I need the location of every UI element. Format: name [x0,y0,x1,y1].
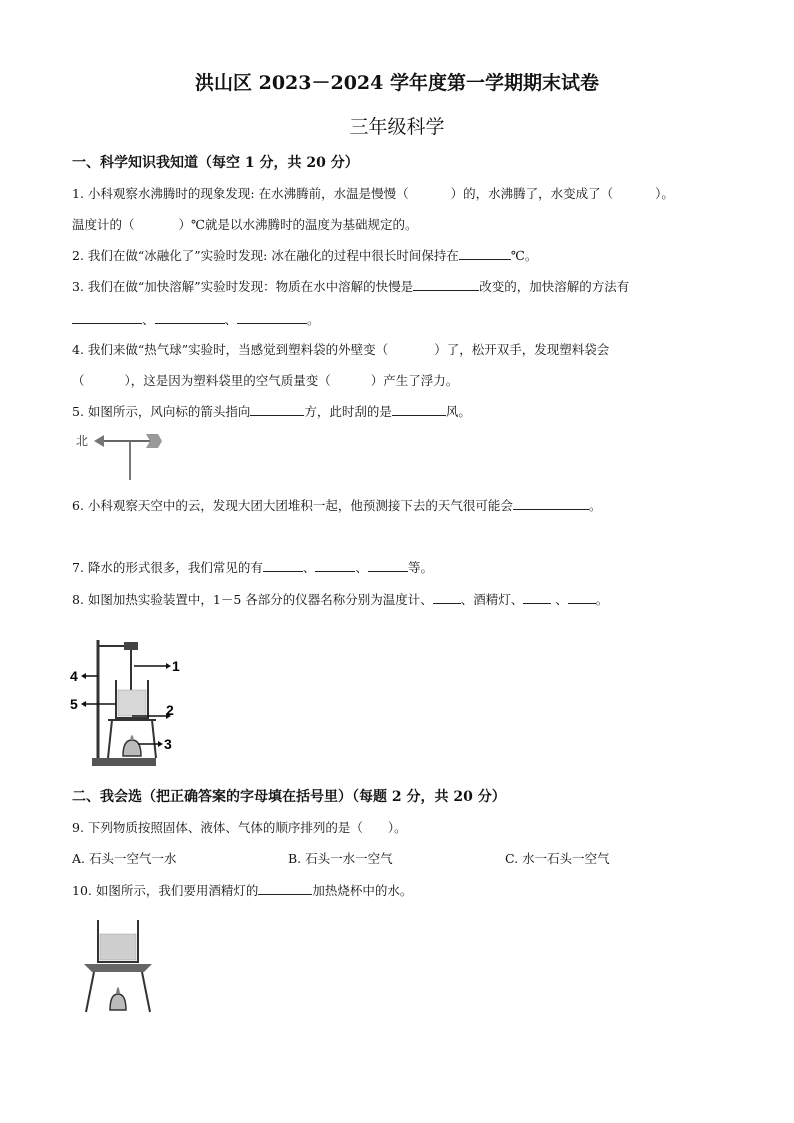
question-5: 5. 如图所示，风向标的箭头指向 方，此时刮的是 风。 [72,404,471,419]
question-9-option-a[interactable]: A. 石头一空气一水 [72,851,177,866]
answer-blank[interactable] [258,882,312,895]
question-10: 10. 如图所示，我们要用酒精灯的 加热烧杯中的水。 [72,883,413,898]
section-2-heading: 二、我会选（把正确答案的字母填在括号里）（每题 2 分，共 20 分） [72,789,506,805]
question-9-stem: 9. 下列物质按照固体、液体、气体的顺序排列的是（ ）。 [72,820,407,835]
apparatus-label-5: 5 [70,696,78,712]
answer-blank[interactable] [523,591,551,604]
question-4-line-1: 4. 我们来做“热气球”实验时，当感觉到塑料袋的外壁变（ ）了，松开双手，发现塑料袋会 [72,342,610,357]
answer-blank[interactable] [72,311,142,324]
answer-blank[interactable] [413,278,479,291]
heating-apparatus-figure [68,636,188,772]
apparatus-label-2: 2 [166,702,174,718]
apparatus-label-4: 4 [70,668,78,684]
answer-blank[interactable] [568,591,596,604]
question-6: 6. 小科观察天空中的云，发现大团大团堆积一起，他预测接下去的天气很可能会 。 [72,498,602,513]
wind-vane-north-label: 北 [76,434,89,448]
answer-blank[interactable] [392,403,446,416]
exam-title: 洪山区 2023－2024 学年度第一学期期末试卷 [195,72,599,94]
beaker-heating-figure [74,912,164,1022]
question-2: 2. 我们在做“冰融化了”实验时发现: 冰在融化的过程中很长时间保持在 ℃。 [72,248,538,263]
answer-blank[interactable] [263,559,303,572]
answer-blank[interactable] [433,591,461,604]
question-3-line-2: 、 、 。 [72,310,320,328]
question-8: 8. 如图加热实验装置中，1－5 各部分的仪器名称分别为温度计、 、酒精灯、 、 。 [72,592,609,607]
answer-blank[interactable] [315,559,355,572]
answer-blank[interactable] [459,247,511,260]
wind-vane-figure [74,430,170,482]
arrow-head-icon [94,435,104,447]
exam-subtitle: 三年级科学 [349,116,445,138]
answer-blank[interactable] [250,403,304,416]
answer-blank[interactable] [513,497,589,510]
answer-blank[interactable] [368,559,408,572]
answer-blank[interactable] [237,311,307,324]
answer-blank[interactable] [155,311,225,324]
question-1-line-2: 温度计的（ ）℃就是以水沸腾时的温度为基础规定的。 [72,217,418,232]
question-3-line-1: 3. 我们在做“加快溶解”实验时发现：物质在水中溶解的快慢是 改变的，加快溶解的方法有 [72,279,630,294]
section-1-heading: 一、科学知识我知道（每空 1 分，共 20 分） [72,155,359,171]
apparatus-label-3: 3 [164,736,172,752]
question-4-line-2: （ ），这是因为塑料袋里的空气质量变（ ）产生了浮力。 [72,373,459,388]
question-1-line-1: 1. 小科观察水沸腾时的现象发现: 在水沸腾前，水温是慢慢（ ）的，水沸腾了，水变成了（ ）。 [72,186,674,201]
question-7: 7. 降水的形式很多，我们常见的有 、 、 等。 [72,560,433,575]
question-9-option-b[interactable]: B. 石头一水一空气 [288,851,393,866]
apparatus-label-1: 1 [172,658,180,674]
question-9-option-c[interactable]: C. 水一石头一空气 [505,851,610,866]
